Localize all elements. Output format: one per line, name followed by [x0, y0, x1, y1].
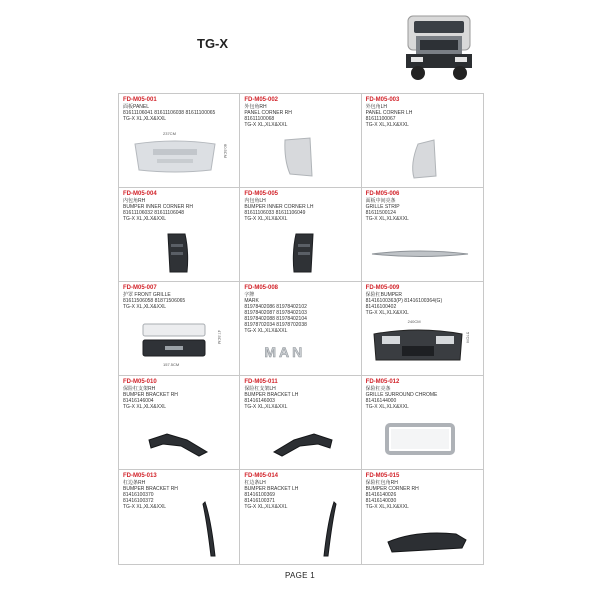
part-card	[362, 470, 483, 564]
panel-corner-rh-image	[282, 136, 314, 180]
part-card	[119, 282, 240, 376]
part-code: FD-M05-012	[365, 379, 400, 385]
front-grille-image	[139, 322, 209, 360]
part-card	[119, 94, 240, 188]
part-code: FD-M05-003	[365, 97, 400, 103]
part-description: 杠边条RH BUMPER BRACKET RH 81416100370 81416100372 TG-X XL,XLX&XXL	[123, 480, 178, 510]
part-card	[240, 94, 361, 188]
parts-grid	[118, 93, 484, 565]
part-description: 保险杠支架LH BUMPER BRACKET LH 81416146003 TG-X XL,XLX&XXL	[244, 386, 299, 410]
grille-strip-image	[370, 248, 470, 260]
part-description: 外包角LH PANEL CORNER LH 81611100067 TG-X XL,XLX&XXL	[365, 104, 413, 128]
part-code: FD-M05-014	[244, 473, 279, 479]
dimension-height: 57CM	[465, 332, 471, 343]
part-card	[362, 94, 483, 188]
part-code: FD-M05-011	[244, 379, 278, 385]
part-card	[240, 188, 361, 282]
dimension-width: 237CM	[163, 131, 176, 136]
part-description: 杠边条LH BUMPER BRACKET LH 81416100369 81416100371 TG-X XL,XLX&XXL	[244, 480, 299, 510]
panel-image	[131, 138, 219, 174]
part-code: FD-M05-008	[244, 285, 279, 291]
bumper-corner-rh-image	[386, 526, 470, 554]
bumper-bracket-rh-image	[147, 430, 209, 458]
part-card	[119, 470, 240, 564]
part-description: 外包角RH PANEL CORNER RH 81611100068 TG-X XL,XLX&XXL	[244, 104, 292, 128]
part-description: 面板PANEL 81611106041 81611106038 81611100065 TG-X XL,XLX&XXL	[123, 104, 216, 122]
panel-corner-lh-image	[408, 138, 438, 182]
part-code: FD-M05-006	[365, 191, 400, 197]
inner-corner-rh-image	[165, 232, 191, 274]
page-title: TG-X	[197, 36, 229, 51]
part-code: FD-M05-004	[123, 191, 157, 197]
truck-image	[398, 10, 480, 82]
part-card	[240, 376, 361, 470]
part-code: FD-M05-001	[123, 97, 157, 103]
part-description: 保险杠亮条 GRILLE SURROUND CHROME 81416144000 TG-X XL,XLX&XXL	[365, 386, 438, 410]
part-code: FD-M05-002	[244, 97, 279, 103]
part-card	[362, 282, 483, 376]
part-description: 内包角RH BUMPER INNER CORNER RH 81611106032 81611106048 TG-X XL,XLX&XXL	[123, 198, 194, 222]
part-code: FD-M05-007	[123, 285, 157, 291]
part-description: 保险杠BUMPER 81416100363(P) 81416100364(G) 81416100402 TG-X XL,XLX&XXL	[365, 292, 443, 316]
part-code: FD-M05-013	[123, 473, 157, 479]
part-card	[119, 376, 240, 470]
grille-surround-chrome-image	[384, 422, 456, 456]
page-number: PAGE 1	[284, 571, 316, 580]
bumper-image	[372, 326, 464, 364]
part-description: 面板中间亮条 GRILLE STRIP 81611500124 TG-X XL,XLX&XXL	[365, 198, 409, 222]
part-card	[240, 282, 361, 376]
part-description: 保险杠包角RH BUMPER CORNER RH 81416140026 81416140030 TG-X XL,XLX&XXL	[365, 480, 419, 510]
part-description: 内包角LH BUMPER INNER CORNER LH 81611106033 81611106049 TG-X XL,XLX&XXL	[244, 198, 314, 222]
bumper-strip-lh-image	[320, 500, 338, 558]
bumper-bracket-lh-image	[272, 430, 334, 458]
part-description: 保险杠支架RH BUMPER BRACKET RH 81416146004 TG-X XL,XLX&XXL	[123, 386, 178, 410]
inner-corner-lh-image	[290, 232, 316, 274]
dimension-height: 47.5CM	[217, 330, 222, 345]
part-card	[362, 376, 483, 470]
part-card	[362, 188, 483, 282]
part-description: 护罩 FRONT GRILLE 81611506058 81871506065 TG-X XL,XLX&XXL	[123, 292, 186, 310]
part-card	[240, 470, 361, 564]
man-mark-image: MAN	[264, 344, 306, 360]
bumper-strip-rh-image	[201, 500, 219, 558]
dimension-width: 157.5CM	[163, 362, 180, 367]
part-description: 字牌 MARK 81978402086 81978402102 81978402087 81978402103 81978402088 81978402104 81978702034 81978702038 TG-X XL,XLX&XXL	[244, 292, 307, 334]
part-code: FD-M05-015	[365, 473, 400, 479]
part-code: FD-M05-010	[123, 379, 157, 385]
dimension-height: 60.5CM	[223, 144, 228, 159]
part-code: FD-M05-005	[244, 191, 279, 197]
part-card	[119, 188, 240, 282]
dimension-width: 240CM	[407, 319, 421, 324]
part-code: FD-M05-009	[365, 285, 400, 291]
